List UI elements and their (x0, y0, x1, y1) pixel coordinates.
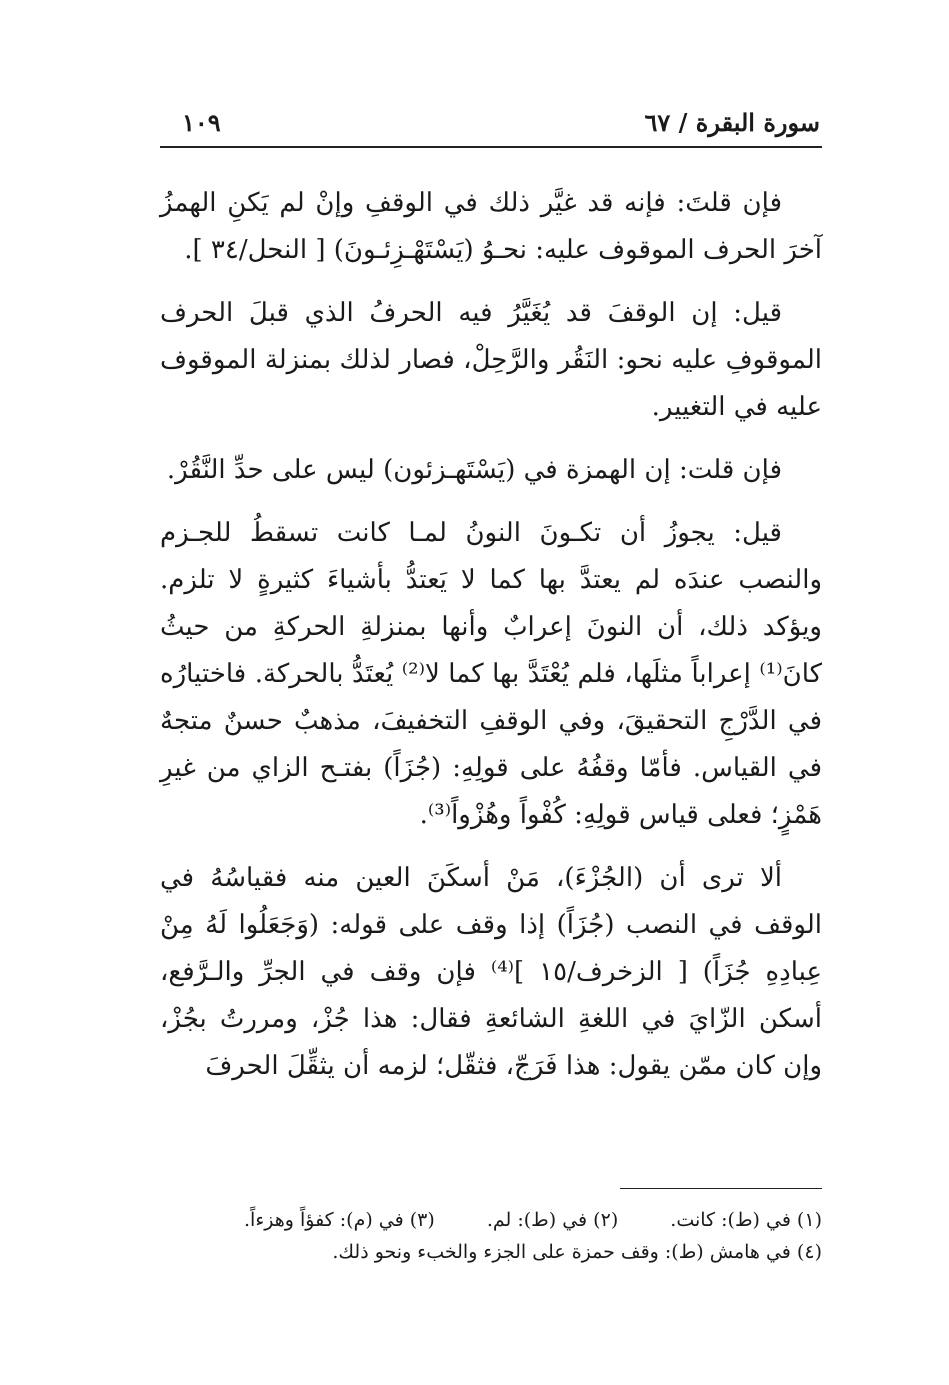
main-text (160, 180, 822, 1106)
footnote-4: (٤) في هامش (ط): وقف حمزة على الجزء والخبء ونحو ذلك. (332, 1241, 822, 1263)
footnote-divider (620, 1188, 822, 1189)
running-header (160, 108, 820, 142)
footnote-line-2 (160, 1236, 822, 1268)
paragraph-1: فإن قلتَ: فإنه قد غيَّر ذلك في الوقفِ وإنْ لم يَكنِ الهمزُ آخرَ الحرف الموقوف عليه: نحـوُ (يَسْتَهْـزِئـونَ) [ النحل/٣٤ ]. (160, 188, 822, 265)
paragraph-3: فإن قلت: إن الهمزة في (يَسْتَهـزئون) ليس على حدِّ النَّقُرْ. (166, 455, 782, 485)
paragraph-4: قيل: يجوزُ أن تكـونَ النونُ لمـا كانت تسقطُ للجـزم والنصب عندَه لم يعتدَّ بها كما لا يَعتدُّ بأشياءَ كثيرةٍ لا تلزم. ويؤكد ذلك، أن النونَ إعرابٌ وأنها بمنزلةِ الحركةِ من حيثُ كانَ⁽¹⁾ إعراباً مثلَها، فلم يُعْتَدَّ بها كما لا⁽²⁾ يُعتَدُّ بالحركة. فاختيارُه في الدَّرْجِ التحقيقَ، وفي الوقفِ التخفيفَ، مذهبٌ حسنٌ متجهٌ في القياس. فأمّا وقفُهُ على قولِهِ: (جُزَاً) بفتـح الزاي من غيرِ هَمْزٍ؛ فعلى قياس قولِهِ: كُفْواً وهُزْواً⁽³⁾. (160, 518, 822, 830)
header-divider (160, 146, 822, 148)
footnote-1: (١) في (ط): كانت. (670, 1209, 822, 1231)
running-header-title: سورة البقرة / ٦٧ (644, 108, 820, 137)
page-number: ١٠٩ (182, 108, 221, 137)
paragraph-2: قيل: إن الوقفَ قد يُغَيَّرُ فيه الحرفُ الذي قبلَ الحرف الموقوفِ عليه نحو: النَقُر والرَّحِلْ، فصار لذلك بمنزلة الموقوف عليه في التغيير. (160, 298, 822, 422)
footnote-3: (٣) في (م): كفؤاً وهزءاً. (244, 1209, 435, 1231)
paragraph-5: ألا ترى أن (الجُزْءَ)، مَنْ أسكَنَ العين منه فقياسُهُ في الوقف في النصب (جُزَاً) إذا وقف على قوله: (وَجَعَلُوا لَهُ مِنْ عِبادِهِ جُزَاً) [ الزخرف/١٥ ]⁽⁴⁾ فإن وقف في الجرِّ والـرَّفع، أسكن الزّايَ في اللغةِ الشائعةِ فقال: هذا جُزْ، ومررتُ بجُزْ، وإن كان ممّن يقول: هذا فَرَجّ، فثقّل؛ لزمه أن يثقِّلَ الحرفَ (160, 863, 823, 1081)
footnote-2: (٢) في (ط): لم. (486, 1209, 619, 1231)
footnotes (160, 1204, 822, 1268)
footnote-line-1 (160, 1204, 822, 1236)
